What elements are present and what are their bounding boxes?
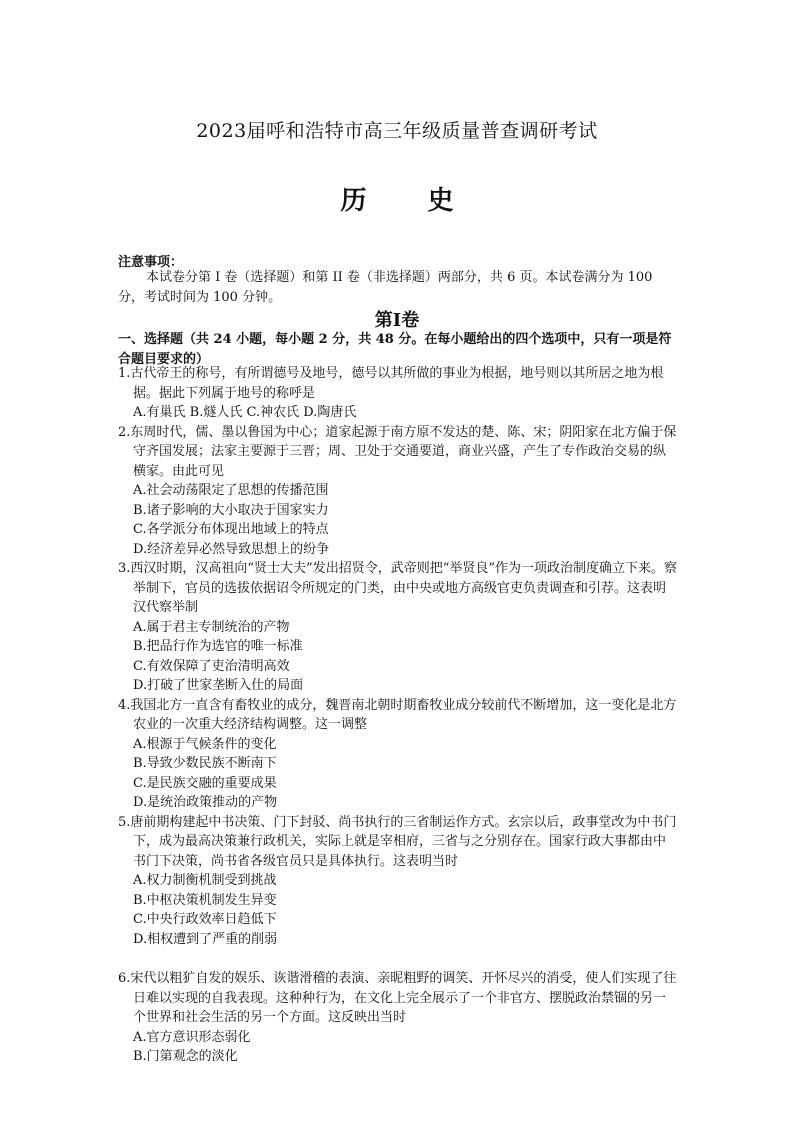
option-c: C.有效保障了吏治清明高效 [133,658,290,674]
question-stem: 1.古代帝王的称号，有所谓德号及地号，德号以其所做的事业为根据，地号则以其所居之地为根据。据此下列属于地号的称呼是 [118,366,664,401]
option-b: B.燧人氏 [189,405,247,420]
question-options [118,871,678,949]
question-6 [118,969,678,1067]
option-b: B.门第观念的淡化 [133,1049,238,1064]
option-a: A.社会动荡限定了思想的传播范围 [133,483,329,498]
option-a: A.根源于气候条件的变化 [133,736,277,752]
notice-text: 本试卷分第 I 卷（选择题）和第 II 卷（非选择题）两部分，共 6 页。本试卷满分为 100 分，考试时间为 100 分钟。 [118,270,653,305]
question-options [118,403,678,423]
question-1 [118,364,678,423]
blank-gap [118,949,678,969]
question-stem: 2.东周时代，儒、墨以鲁国为中心；道家起源于南方原不发达的楚、陈、宋；阴阳家在北方偏于保守齐国发展；法家主要源于三晋；周、卫处于交通要道，商业兴盛，产生了专作政治交易的纵横家。由此可见 [118,424,677,479]
option-b: B.导致少数民族不断南下 [133,756,277,771]
question-3 [118,559,678,696]
notice-heading: 注意事项： [118,255,184,270]
question-options [118,481,678,559]
option-b: B.诸子影响的大小取决于国家实力 [133,502,329,518]
option-d: D.是统治政策推动的产物 [133,795,278,810]
question-options [118,735,678,813]
option-a: A.有巢氏 [133,405,190,420]
question-options [118,1028,678,1067]
question-stem: 6.宋代以粗犷自发的娱乐、诙谐滑稽的表演、亲昵粗野的调笑、开怀尽兴的消受，使人们实现了往日难以实现的自我表现。这种种行为，在文化上完全展示了一个非官方、摆脱政治禁锢的另一个世界和社会生活的另一个方面。这反映出当时 [118,971,677,1025]
exam-title: 2023届呼和浩特市高三年级质量普查调研考试 [196,120,598,142]
question-4 [118,696,678,813]
option-d: D.陶唐氏 [303,405,357,420]
question-5 [118,813,678,950]
option-c: C.神农氏 [246,405,304,420]
option-d: D.经济差异必然导致思想上的纷争 [133,541,330,557]
volume-title: 第Ⅰ卷 [374,310,420,331]
option-c: C.中央行政效率日趋低下 [133,912,277,927]
option-a: A.属于君主专制统治的产物 [133,619,290,635]
question-2 [118,423,678,560]
question-stem: 5.唐前期构建起中书决策、门下封驳、尚书执行的三省制运作方式。玄宗以后，政事堂改为中书门下，成为最高决策兼行政机关，实际上就是宰相府，三省与之分别存在。国家行政大事都由中书门下决策，尚书省各级官员只是具体执行。这表明当时 [118,814,677,869]
option-d: D.相权遭到了严重的削弱 [133,931,278,947]
question-stem: 3.西汉时期，汉高祖向“贤士大夫”发出招贤令，武帝则把“举贤良”作为一项政治制度确立下来。察举制下，官员的选拔依据诏令所规定的门类，由中央或地方高级官吏负责调查和引荐。这表明汉代察举制 [118,561,677,615]
option-c: C.是民族交融的重要成果 [133,775,277,791]
subject-title: 历 史 [340,186,480,216]
question-stem: 4.我国北方一直含有畜牧业的成分，魏晋南北朝时期畜牧业成分较前代不断增加，这一变化是北方农业的一次重大经济结构调整。这一调整 [118,697,677,732]
option-b: B.中枢决策机制发生异变 [133,892,277,908]
question-options [118,618,678,696]
option-d: D.打破了世家垄断入仕的局面 [133,678,304,693]
option-c: C.各学派分布体现出地域上的特点 [133,522,329,537]
question-list [118,364,678,1067]
option-a: A.官方意识形态弱化 [133,1029,251,1045]
option-a: A.权力制衡机制受到挑战 [133,873,277,888]
section-heading: 一、选择题（共 24 小题，每小题 2 分，共 48 分。在每小题给出的四个选项中，只有一项是符合题目要求的） [118,332,672,367]
option-b: B.把品行作为选官的唯一标准 [133,639,303,654]
